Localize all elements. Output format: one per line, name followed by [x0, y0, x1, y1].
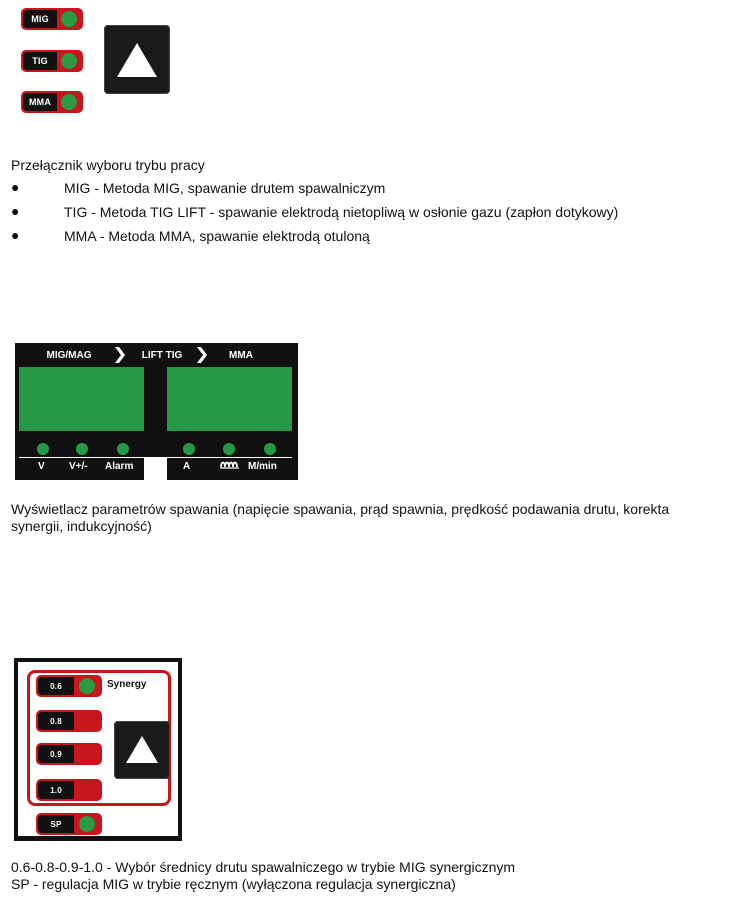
synergy-panel-inner: [18, 662, 178, 836]
wire-0-6-label: 0.6: [38, 677, 74, 695]
mode-bullet-mig: MIG - Metoda MIG, spawanie drutem spawalniczym: [64, 180, 386, 196]
mode-tig-label: TIG: [23, 52, 57, 70]
mode-tig-led: [61, 53, 77, 69]
mode-bullet-tig: TIG - Metoda TIG LIFT - spawanie elektrodą nietopliwą w osłonie gazu (zapłon dotykowy): [64, 204, 619, 220]
mode-selector-description: Przełącznik wyboru trybu pracy: [11, 157, 205, 173]
wire-1-0-label: 1.0: [38, 781, 74, 799]
wire-sp-pill[interactable]: [36, 813, 102, 835]
triangle-up-icon: [126, 736, 158, 763]
tab-lift-tig: LIFT TIG: [141, 349, 183, 361]
unit-alarm: Alarm: [105, 461, 134, 472]
display-description-line1: Wyświetlacz parametrów spawania (napięcie spawania, prąd spawnia, prędkość podawania drutu, korekta: [11, 501, 670, 517]
tab-separator-icon: [115, 347, 125, 363]
triangle-up-icon: [117, 43, 157, 77]
wire-0-6-pill[interactable]: [36, 675, 102, 697]
mode-tig-pill[interactable]: [21, 50, 83, 72]
synergy-panel: [14, 658, 182, 841]
synergy-description-line1: 0.6-0.8-0.9-1.0 - Wybór średnicy drutu spawalniczego w trybie MIG synergicznym: [11, 859, 516, 875]
wire-0-6-led: [79, 678, 95, 694]
wire-sp-label: SP: [38, 815, 74, 833]
bullet-icon: ●: [11, 203, 20, 219]
mode-mma-led: [61, 94, 77, 110]
inductance-coil-icon: [220, 460, 240, 469]
unit-m-min: M/min: [248, 461, 277, 472]
tab-mig-mag: MIG/MAG: [46, 349, 92, 361]
bullet-icon: ●: [11, 179, 20, 195]
display-left-screen: [19, 367, 144, 431]
mode-mma-pill[interactable]: [21, 91, 83, 113]
wire-1-0-led: [79, 782, 95, 798]
synergy-title: Synergy: [107, 679, 147, 690]
display-description-line2: synergii, indukcyjność): [11, 518, 152, 534]
wire-0-9-pill[interactable]: [36, 743, 102, 765]
wire-0-8-led: [79, 713, 95, 729]
wire-sp-led: [79, 816, 95, 832]
bullet-icon: ●: [11, 227, 20, 243]
unit-v: V: [38, 461, 45, 472]
led-inductance: [223, 443, 235, 455]
unit-v-correction: V+/-: [69, 461, 88, 472]
tab-mma: MMA: [229, 349, 253, 361]
display-right-screen: [167, 367, 292, 431]
parameter-display: [15, 343, 298, 480]
wire-0-8-label: 0.8: [38, 712, 74, 730]
led-a: [183, 443, 195, 455]
tab-separator-icon: [197, 347, 207, 363]
wire-1-0-pill[interactable]: [36, 779, 102, 801]
mode-select-button[interactable]: [104, 25, 170, 94]
mode-mig-pill[interactable]: [21, 8, 83, 30]
synergy-description-line2: SP - regulacja MIG w trybie ręcznym (wyłączona regulacja synergiczna): [11, 876, 456, 892]
synergy-select-button[interactable]: [114, 721, 170, 779]
mode-bullet-mma: MMA - Metoda MMA, spawanie elektrodą otuloną: [64, 228, 370, 244]
mode-mig-led: [61, 11, 77, 27]
led-m-min: [264, 443, 276, 455]
wire-0-8-pill[interactable]: [36, 710, 102, 732]
wire-0-9-led: [79, 746, 95, 762]
led-v: [37, 443, 49, 455]
led-v-correction: [76, 443, 88, 455]
wire-0-9-label: 0.9: [38, 745, 74, 763]
led-alarm: [117, 443, 129, 455]
unit-a: A: [183, 461, 191, 472]
mode-mma-label: MMA: [23, 93, 57, 111]
mode-mig-label: MIG: [23, 10, 57, 28]
